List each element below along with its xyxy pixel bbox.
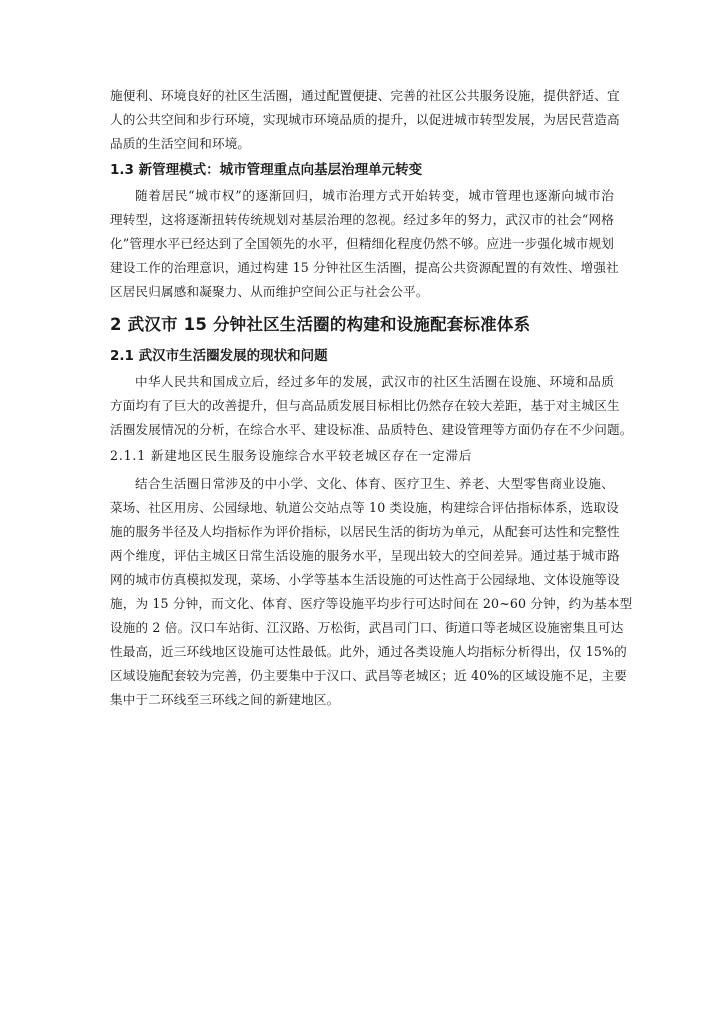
paragraph-line: 施便利、环境良好的社区生活圈，通过配置便捷、完善的社区公共服务设施，提供舒适、宜	[110, 88, 620, 103]
paragraph-line: 集中于二环线至三环线之间的新建地区。	[110, 692, 340, 707]
paragraph-line: 活圈发展情况的分析，在综合水平、建设标准、品质特色、建设管理等方面仍存在不少问题。	[110, 422, 633, 437]
paragraph-line: 理转型，这将逐渐扭转传统规划对基层治理的忽视。经过多年的努力，武汉市的社会“网格	[110, 212, 614, 227]
section-heading-2: 2 武汉市 15 分钟社区生活圈的构建和设施配套标准体系	[110, 315, 531, 334]
paragraph-line: 区域设施配套较为完善，仍主要集中于汉口、武昌等老城区；近 40%的区域设施不足，主要	[110, 668, 627, 683]
intro-paragraph	[110, 84, 620, 156]
section-1-3-paragraph	[110, 184, 619, 304]
paragraph-line: 设施的 2 倍。汉口车站街、江汉路、万松街，武昌司门口、街道口等老城区设施密集且可达	[110, 620, 624, 635]
paragraph-line: 方面均有了巨大的改善提升，但与高品质发展目标相比仍然存在较大差距，基于对主城区生	[110, 398, 620, 413]
paragraph-line: 品质的生活空间和环境。	[110, 136, 251, 151]
document-page	[110, 84, 633, 712]
paragraph-line: 区居民归属感和凝聚力、从而维护空间公正与社会公平。	[110, 284, 429, 299]
section-heading-1-3: 1.3 新管理模式：城市管理重点向基层治理单元转变	[110, 162, 423, 178]
paragraph-line: 人的公共空间和步行环境，实现城市环境品质的提升，以促进城市转型发展，为居民营造高	[110, 112, 620, 127]
paragraph-line: 施的服务半径及人均指标作为评价指标，以居民生活的街坊为单元，从配套可达性和完整性	[110, 524, 620, 539]
paragraph-line: 两个维度，评估主城区日常生活设施的服务水平，呈现出较大的空间差异。通过基于城市路	[110, 548, 620, 563]
section-heading-2-1: 2.1 武汉市生活圈发展的现状和问题	[110, 348, 328, 364]
section-2-1-paragraph	[110, 370, 633, 442]
paragraph-line: 施，为 15 分钟，而文化、体育、医疗等设施平均步行可达时间在 20~60 分钟，约为基本型	[110, 596, 633, 611]
section-2-1-1-paragraph	[110, 472, 633, 712]
section-heading-2-1-1: 2.1.1 新建地区民生服务设施综合水平较老城区存在一定滞后	[110, 448, 473, 463]
paragraph-line: 菜场、社区用房、公园绿地、轨道公交站点等 10 类设施，构建综合评估指标体系，选取设	[110, 500, 619, 515]
paragraph-line: 化”管理水平已经达到了全国领先的水平，但精细化程度仍然不够。应进一步强化城市规划	[110, 236, 614, 251]
paragraph-line: 性最高，近三环线地区设施可达性最低。此外，通过各类设施人均指标分析得出，仅 15%的	[110, 644, 627, 659]
paragraph-line: 随着居民“城市权”的逐渐回归，城市治理方式开始转变，城市管理也逐渐向城市治	[135, 188, 614, 203]
paragraph-line: 结合生活圈日常涉及的中小学、文化、体育、医疗卫生、养老、大型零售商业设施、	[135, 476, 614, 491]
paragraph-line: 建设工作的治理意识，通过构建 15 分钟社区生活圈，提高公共资源配置的有效性、增强社	[110, 260, 619, 275]
paragraph-line: 中华人民共和国成立后，经过多年的发展，武汉市的社区生活圈在设施、环境和品质	[135, 374, 614, 389]
paragraph-line: 网的城市仿真模拟发现，菜场、小学等基本生活设施的可达性高于公园绿地、文体设施等设	[110, 572, 620, 587]
